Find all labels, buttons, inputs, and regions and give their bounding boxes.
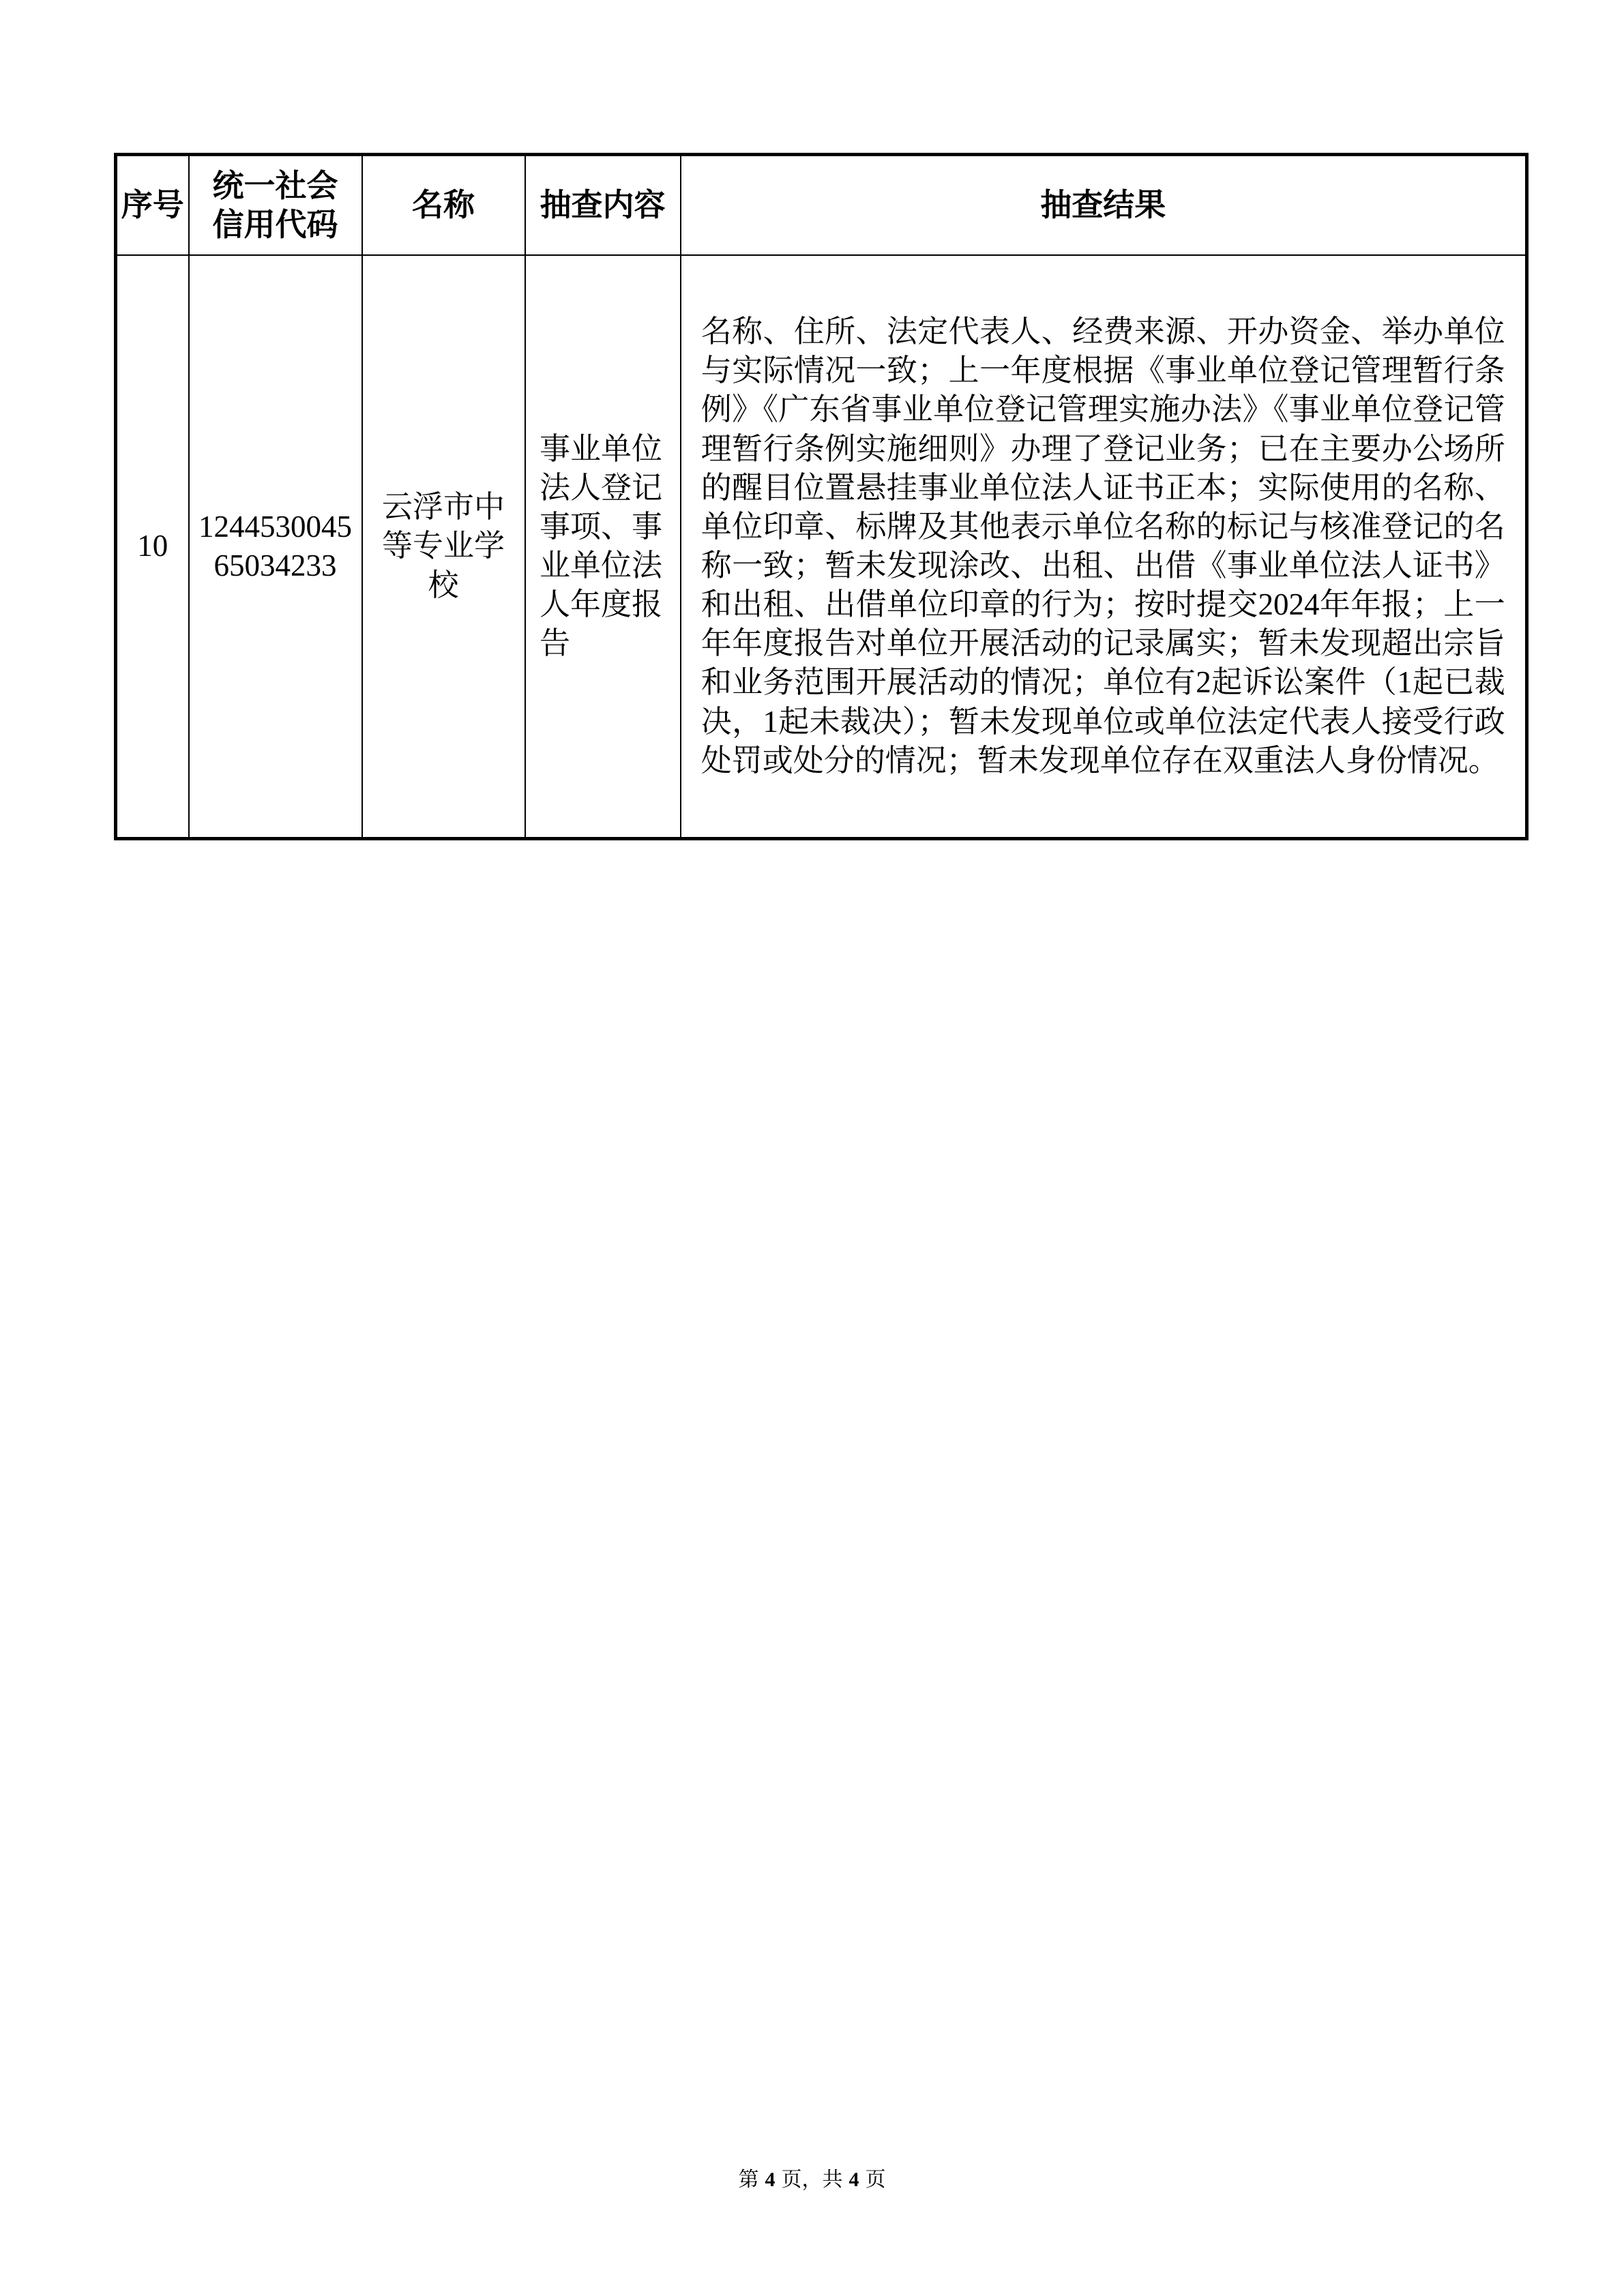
inspection-content: 事业单位法人登记事项、事业单位法人年度报告 xyxy=(540,431,663,661)
cell-result xyxy=(681,255,1527,839)
column-header-name xyxy=(362,155,525,256)
column-header-content-label: 抽查内容 xyxy=(540,188,666,223)
credit-code-line-2: 65034233 xyxy=(213,548,337,583)
footer-prefix: 第 xyxy=(738,2168,759,2191)
column-header-result-label: 抽查结果 xyxy=(1040,188,1166,223)
footer-suffix: 页 xyxy=(865,2168,886,2191)
total-pages-number: 4 xyxy=(848,2168,859,2191)
column-header-seq xyxy=(116,155,189,256)
current-page-number: 4 xyxy=(765,2168,776,2191)
credit-code-line-1: 1244530045 xyxy=(198,509,352,544)
cell-seq xyxy=(116,255,189,839)
column-header-credit-code-label: 统一社会信用代码 xyxy=(212,168,338,242)
column-header-credit-code xyxy=(189,155,362,256)
cell-content xyxy=(525,255,681,839)
cell-credit-code xyxy=(189,255,362,839)
footer-middle: 页，共 xyxy=(781,2168,843,2191)
table-header-row xyxy=(116,155,1527,256)
column-header-result xyxy=(681,155,1527,256)
column-header-seq-label: 序号 xyxy=(121,188,184,223)
inspection-result: 名称、住所、法定代表人、经费来源、开办资金、举办单位与实际情况一致；上一年度根据《事业单位登记管理暂行条例》《广东省事业单位登记管理实施办法》《事业单位登记管理暂行条例实施细则》办理了登记业务；已在主要办公场所的醒目位置悬挂事业单位法人证书正本；实际使用的名称、单位印章、标牌及其他表示单位名称的标记与核准登记的名称一致；暂未发现涂改、出租、出借《事业单位法人证书》和出租、出借单位印章的行为；按时提交2024年年报；上一年年度报告对单位开展活动的记录属实；暂未发现超出宗旨和业务范围开展活动的情况；单位有2起诉讼案件（1起已裁决，1起未裁决）；暂未发现单位或单位法定代表人接受行政处罚或处分的情况；暂未发现单位存在双重法人身份情况。 xyxy=(700,314,1505,778)
audit-results-table xyxy=(114,153,1529,840)
table-row xyxy=(116,255,1527,839)
column-header-name-label: 名称 xyxy=(412,188,475,223)
page-footer xyxy=(0,2166,1624,2193)
column-header-content xyxy=(525,155,681,256)
unit-name: 云浮市中等专业学校 xyxy=(381,490,505,602)
cell-name xyxy=(362,255,525,839)
seq-value: 10 xyxy=(137,529,168,563)
